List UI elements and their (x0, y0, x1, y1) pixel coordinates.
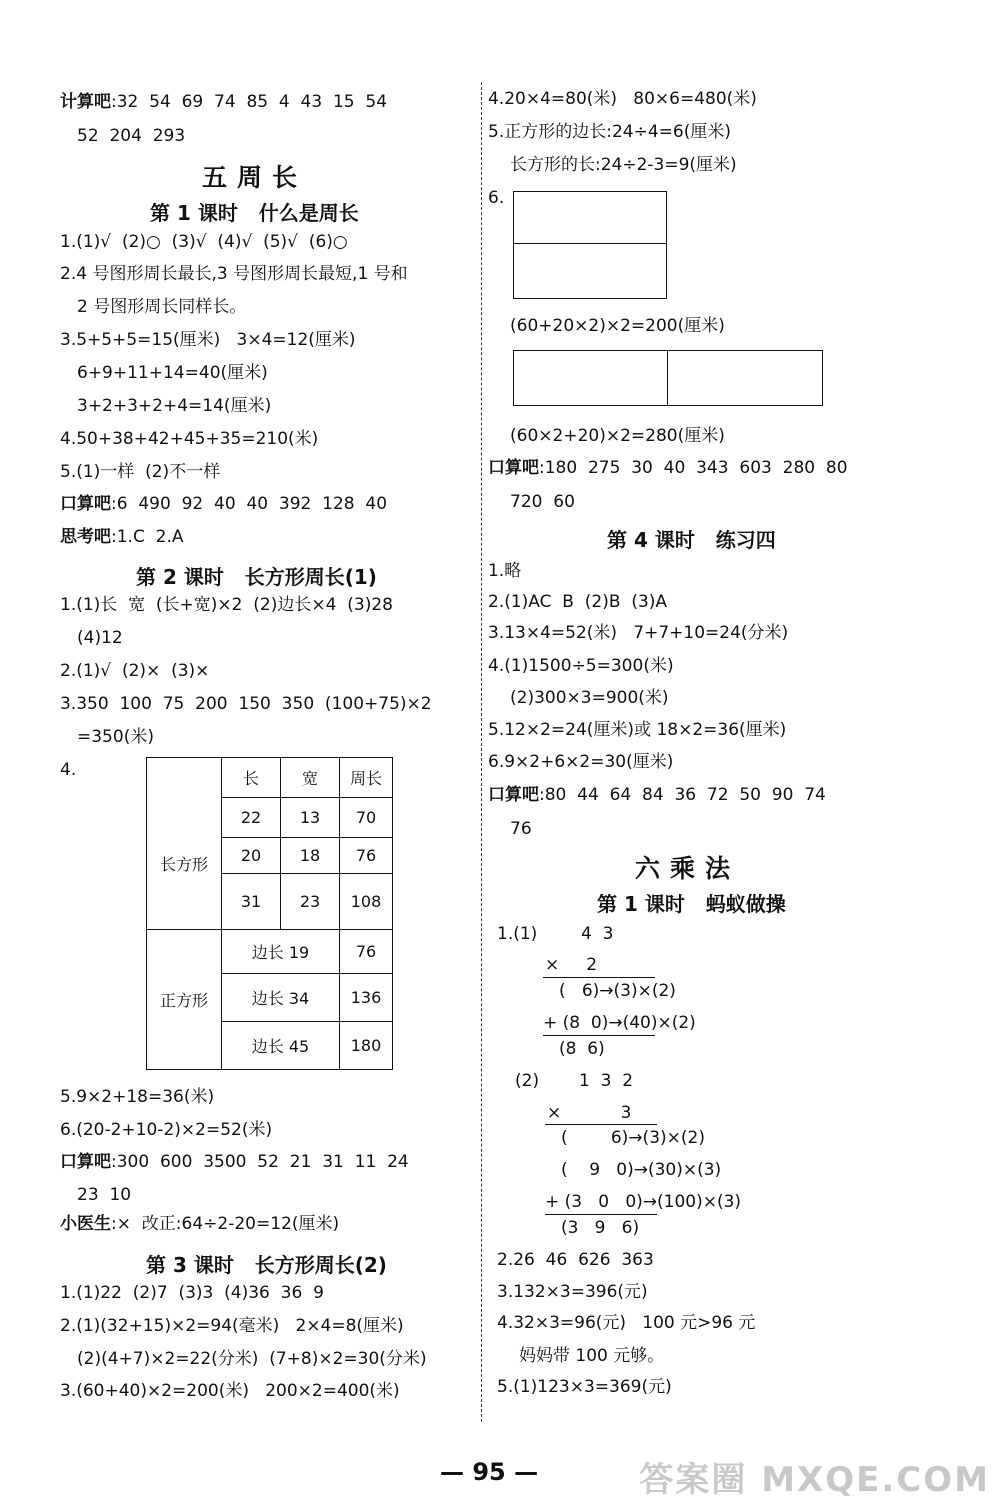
text-line: 2 号图形周长同样长。 (77, 297, 247, 317)
text-line: (60+20×2)×2=200(厘米) (510, 316, 725, 336)
lesson-title-1: 第 1 课时 什么是周长 (150, 201, 359, 225)
text-line: 1.略 (488, 561, 522, 581)
cell: 31 (222, 874, 281, 930)
cell: 180 (340, 1022, 393, 1070)
mul1-rule-2 (543, 1035, 655, 1036)
text-line: (2)300×3=900(米) (510, 688, 669, 708)
text-line: (60×2+20)×2=280(厘米) (510, 426, 725, 446)
text-line: 2.(1)AC B (2)B (3)A (488, 592, 668, 612)
table-corner (147, 758, 222, 798)
text-line: 1.(1)长 宽 (长+宽)×2 (2)边长×4 (3)28 (60, 595, 393, 615)
cell: 76 (340, 838, 393, 874)
perimeter-table (146, 757, 393, 1070)
mul2-partial-1: ( 6)→(3)×(2) (561, 1128, 705, 1148)
text-line: 6.(20-2+10-2)×2=52(米) (60, 1120, 273, 1140)
page-number: — 95 — (440, 1458, 539, 1486)
cell: 边长 34 (222, 974, 340, 1022)
text-line: 1.(1)√ (2)○ (3)√ (4)√ (5)√ (6)○ (60, 232, 348, 252)
mul2-rule-1 (545, 1124, 657, 1125)
text-line: 4.20×4=80(米) 80×6=480(米) (488, 89, 757, 109)
cell: 20 (222, 838, 281, 874)
text-line: 长方形的长:24÷2-3=9(厘米) (510, 155, 737, 175)
diagram-rect-side-by-side (513, 350, 823, 406)
cell: 108 (340, 874, 393, 930)
mul2-rule-2 (545, 1214, 657, 1215)
text-line: 5.(1)一样 (2)不一样 (60, 462, 221, 482)
text-line: 4. (60, 760, 77, 780)
text-line: 思考吧:1.C 2.A (60, 527, 184, 547)
mul2-partial-3: + (3 0 0)→(100)×(3) (545, 1192, 742, 1212)
text-line: 6.9×2+6×2=30(厘米) (488, 752, 674, 772)
lesson-title-3: 第 3 课时 长方形周长(2) (146, 1253, 387, 1277)
cell: 边长 45 (222, 1022, 340, 1070)
text-line: 3.5+5+5=15(厘米) 3×4=12(厘米) (60, 330, 356, 350)
rect-label: 长方形 (147, 798, 222, 930)
column-divider (481, 82, 482, 1422)
cell: 23 (281, 874, 340, 930)
text-line: 口算吧:300 600 3500 52 21 31 11 24 (60, 1152, 409, 1172)
text-line: 口算吧:180 275 30 40 343 603 280 80 (488, 458, 848, 478)
text-line: 4.50+38+42+45+35=210(米) (60, 429, 319, 449)
text-line: 3.13×4=52(米) 7+7+10=24(分米) (488, 623, 789, 643)
mul1-partial-2: + (8 0)→(40)×(2) (543, 1013, 696, 1033)
mul1-result: (8 6) (559, 1039, 605, 1059)
text-line: 3.(60+40)×2=200(米) 200×2=400(米) (60, 1381, 400, 1401)
chapter-title-5: 五周长 (202, 163, 308, 192)
text-line: 2.4 号图形周长最长,3 号图形周长最短,1 号和 (60, 264, 408, 284)
text-line: 小医生:× 改正:64÷2-20=12(厘米) (60, 1214, 340, 1234)
text-line: 23 10 (77, 1185, 132, 1205)
cell: 边长 19 (222, 930, 340, 974)
text-line: 76 (510, 819, 532, 839)
mul2-partial-2: ( 9 0)→(30)×(3) (561, 1160, 722, 1180)
text-line: (4)12 (77, 628, 123, 648)
mul1-partial-1: ( 6)→(3)×(2) (559, 981, 676, 1001)
lesson-title-5: 第 1 课时 蚂蚁做操 (597, 892, 786, 916)
calc-line-2: 52 204 293 (77, 126, 186, 146)
text-line: 6. (488, 188, 505, 208)
mul1-multiplier: × 2 (545, 955, 598, 975)
text-line: 2.(1)(32+15)×2=94(毫米) 2×4=8(厘米) (60, 1316, 404, 1336)
cell: 22 (222, 798, 281, 838)
diagram-rect-stacked (513, 191, 667, 299)
text-line: 口算吧:6 490 92 40 40 392 128 40 (60, 494, 388, 514)
text-line: 2.(1)√ (2)× (3)× (60, 661, 210, 681)
text-line: 5.9×2+18=36(米) (60, 1087, 215, 1107)
text-line: 3+2+3+2+4=14(厘米) (77, 396, 272, 416)
text-line: =350(米) (77, 727, 154, 747)
text-line: 5.(1)123×3=369(元) (497, 1377, 672, 1397)
mul-label-1: 1.(1) (497, 924, 538, 944)
text-line: 720 60 (510, 492, 575, 512)
text-line: 3.350 100 75 200 150 350 (100+75)×2 (60, 694, 432, 714)
cell: 18 (281, 838, 340, 874)
text-line: 5.12×2=24(厘米)或 18×2=36(厘米) (488, 720, 787, 740)
text-line: 妈妈带 100 元够。 (519, 1346, 665, 1366)
mul2-result: (3 9 6) (561, 1218, 640, 1238)
lesson-title-2: 第 2 课时 长方形周长(1) (136, 565, 377, 589)
mul2-multiplier: × 3 (547, 1103, 632, 1123)
text-line: 5.正方形的边长:24÷4=6(厘米) (488, 122, 731, 142)
text-line: 3.132×3=396(元) (497, 1282, 648, 1302)
cell: 76 (340, 930, 393, 974)
watermark-logo: 答案圈 MXQE.COM (639, 1460, 990, 1500)
mul1-multiplicand: 4 3 (581, 924, 614, 944)
chapter-title-6: 六乘法 (635, 854, 741, 883)
cell: 70 (340, 798, 393, 838)
text-line: 1.(1)22 (2)7 (3)3 (4)36 36 9 (60, 1283, 324, 1303)
text-line: (2)(4+7)×2=22(分米) (7+8)×2=30(分米) (77, 1349, 427, 1369)
lesson-title-4: 第 4 课时 练习四 (607, 528, 776, 552)
text-line: 口算吧:80 44 64 84 36 72 50 90 74 (488, 785, 826, 805)
text-line: 6+9+11+14=40(厘米) (77, 363, 268, 383)
text-line: 4.32×3=96(元) 100 元>96 元 (497, 1313, 756, 1333)
header-width: 宽 (281, 758, 340, 798)
calc-line-1: 计算吧:32 54 69 74 85 4 43 15 54 (60, 92, 388, 112)
square-label: 正方形 (147, 930, 222, 1070)
text-line: 2.26 46 626 363 (497, 1250, 654, 1270)
mul1-rule-1 (543, 977, 655, 978)
header-length: 长 (222, 758, 281, 798)
cell: 13 (281, 798, 340, 838)
mul2-multiplicand: 1 3 2 (579, 1071, 634, 1091)
mul-label-2: (2) (515, 1071, 540, 1091)
cell: 136 (340, 974, 393, 1022)
header-perimeter: 周长 (340, 758, 393, 798)
text-line: 4.(1)1500÷5=300(米) (488, 656, 674, 676)
